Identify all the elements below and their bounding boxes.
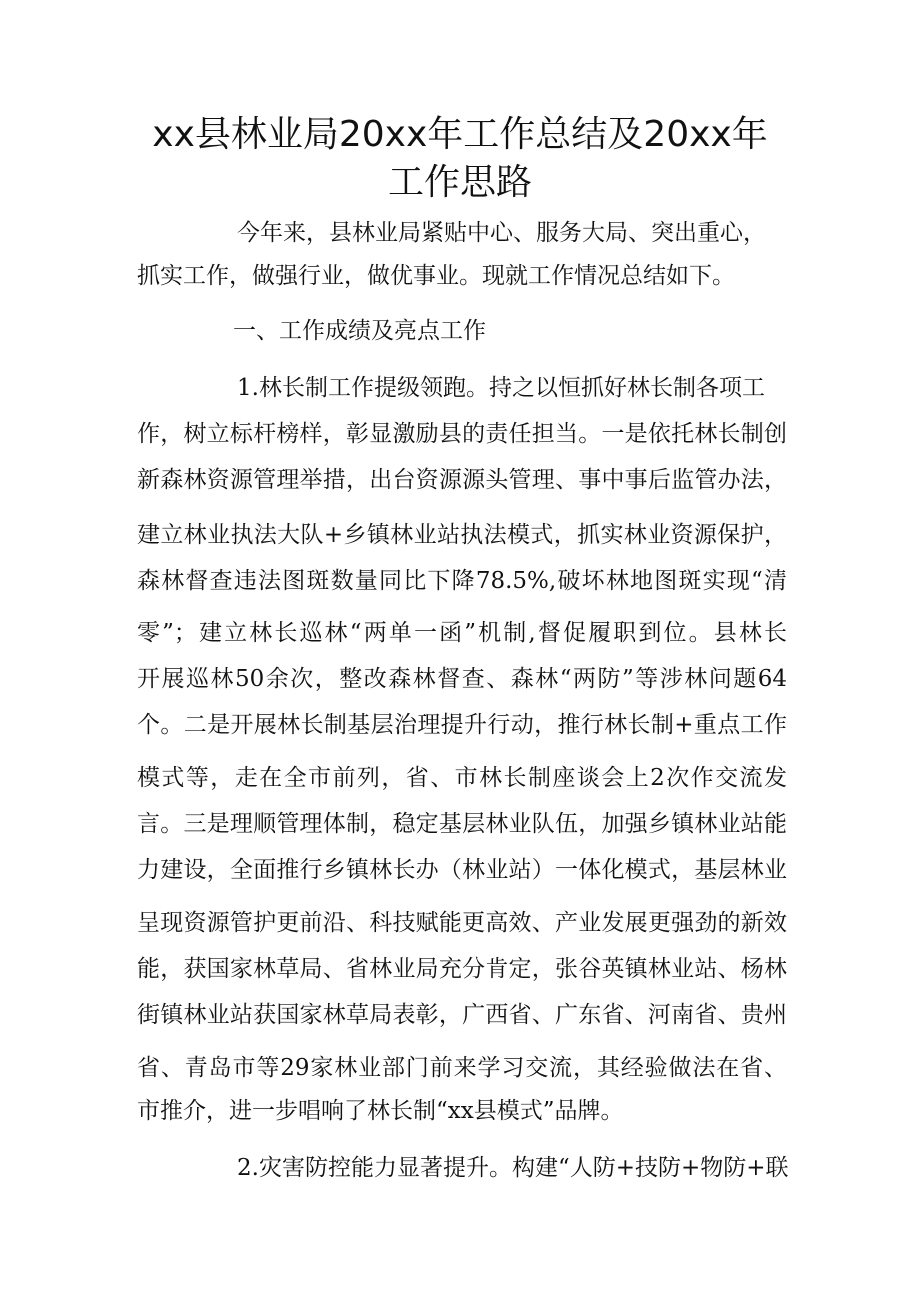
section-heading: 一、工作成绩及亮点工作	[233, 318, 486, 344]
paragraph-line: 言。三是理顺管理体制，稳定基层林业队伍，加强乡镇林业站能	[137, 811, 787, 837]
intro-line-2: 抓实工作，做强行业，做优事业。现就工作情况总结如下。	[137, 263, 735, 289]
paragraph-line: 模式等，走在全市前列，省、市林长制座谈会上2次作交流发	[137, 765, 787, 791]
paragraph-line: 作，树立标杆榜样，彰显激励县的责任担当。一是依托林长制创	[137, 421, 787, 447]
paragraph-line: 建立林业执法大队+乡镇林业站执法模式，抓实林业资源保护，	[137, 522, 787, 548]
paragraph-line: 零”；建立林长巡林“两单一函”机制,督促履职到位。县林长	[137, 620, 787, 646]
document-title-line-2: 工作思路	[387, 162, 532, 203]
paragraph-line: 街镇林业站获国家林草局表彰，广西省、广东省、河南省、贵州	[137, 1002, 787, 1028]
paragraph-line: 省、青岛市等29家林业部门前来学习交流，其经验做法在省、	[137, 1055, 787, 1081]
paragraph-line: 新森林资源管理举措，出台资源源头管理、事中事后监管办法，	[137, 467, 787, 493]
paragraph-line: 森林督查违法图斑数量同比下降78.5%,破坏林地图斑实现“清	[137, 568, 787, 594]
paragraph-line: 市推介，进一步唱响了林长制“xx县模式”品牌。	[137, 1098, 624, 1124]
paragraph-line: 呈现资源管护更前沿、科技赋能更高效、产业发展更强劲的新效	[137, 910, 787, 936]
paragraph-line: 个。二是开展林长制基层治理提升行动，推行林长制+重点工作	[137, 712, 787, 738]
paragraph-line: 能，获国家林草局、省林业局充分肯定，张谷英镇林业站、杨林	[137, 956, 787, 982]
paragraph-line: 开展巡林50余次，整改森林督查、森林“两防”等涉林问题64	[137, 666, 787, 692]
paragraph-line: 力建设，全面推行乡镇林长办（林业站）一体化模式，基层林业	[137, 857, 787, 883]
intro-line-1: 今年来，县林业局紧贴中心、服务大局、突出重心，	[237, 220, 766, 246]
paragraph-line: 2.灾害防控能力显著提升。构建“人防+技防+物防+联	[237, 1155, 789, 1181]
document-title-line-1: xx县林业局20xx年工作总结及20xx年	[152, 114, 768, 155]
paragraph-line: 1.林长制工作提级领跑。持之以恒抓好林长制各项工	[237, 375, 765, 401]
